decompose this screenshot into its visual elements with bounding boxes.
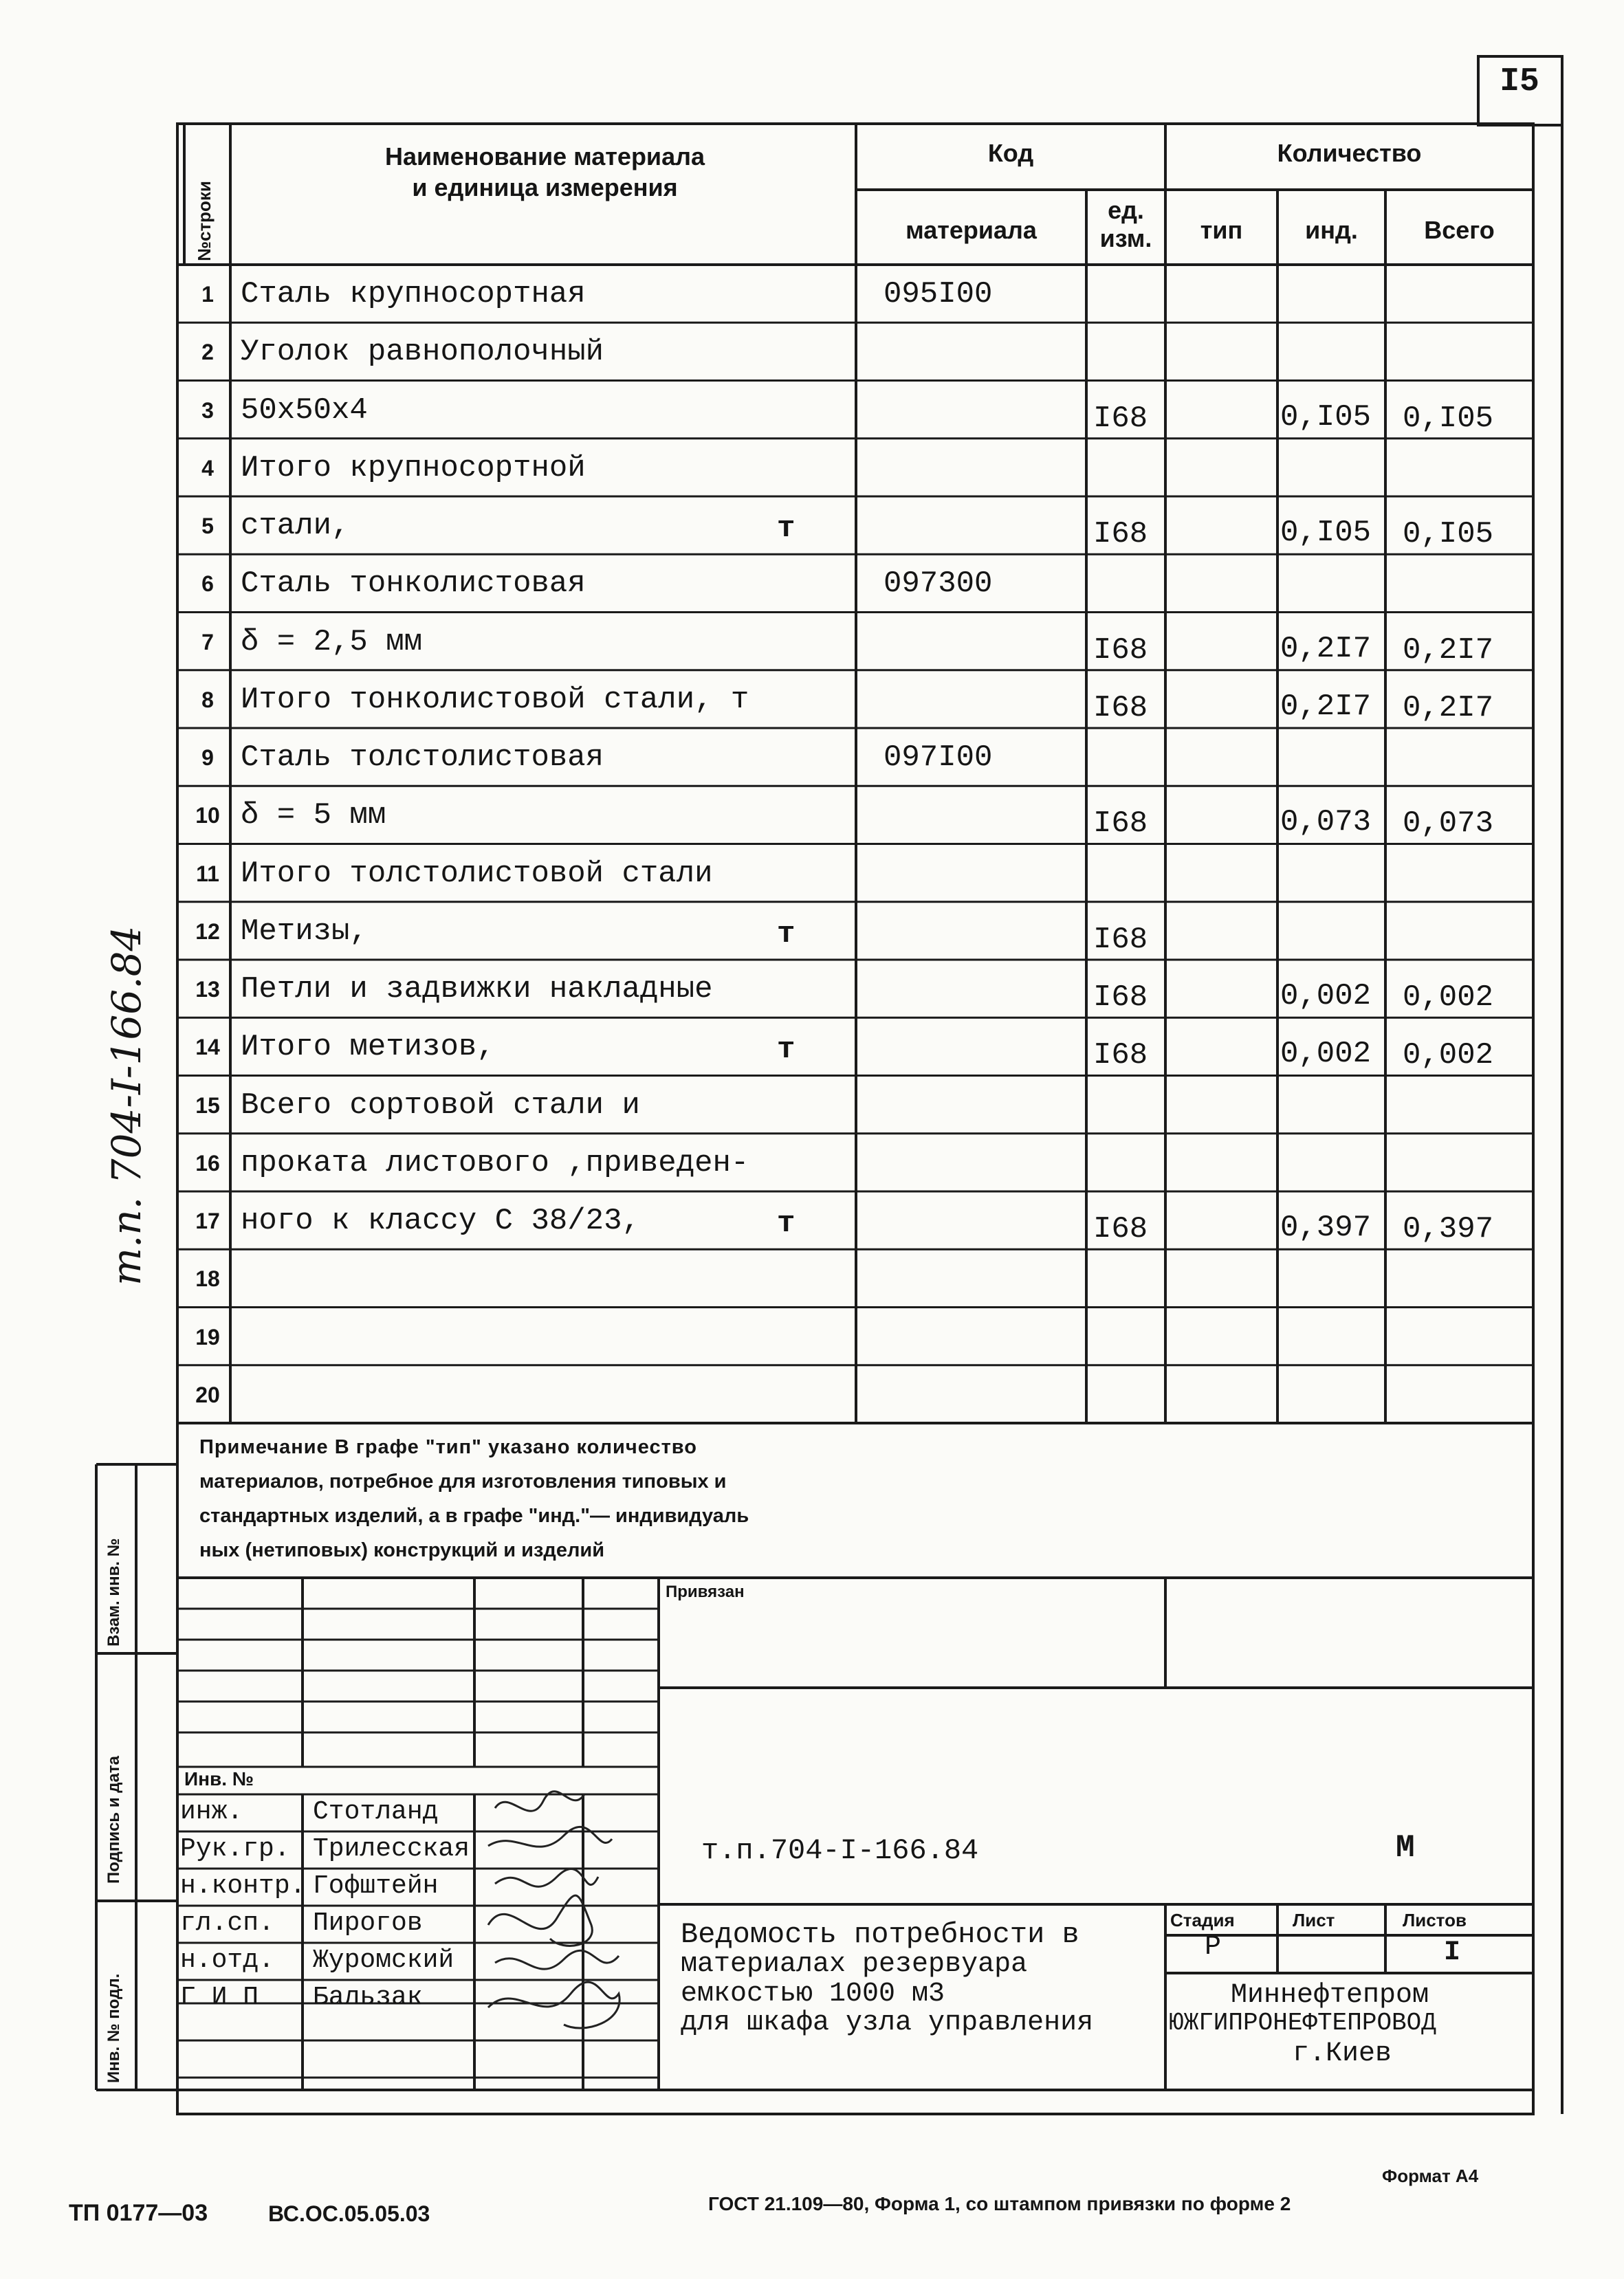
header-material: материала bbox=[906, 216, 1037, 244]
row-number: 11 bbox=[196, 861, 219, 886]
row-total: 0,I05 bbox=[1403, 401, 1494, 436]
staff-name: Пирогов bbox=[313, 1908, 423, 1938]
row-number: 20 bbox=[195, 1382, 220, 1407]
row-name: δ = 5 мм bbox=[241, 798, 386, 833]
footer-left-code: ТП 0177—03 bbox=[69, 2200, 208, 2226]
row-name: Всего сортовой стали и bbox=[241, 1088, 640, 1123]
row-unit: I68 bbox=[1093, 1038, 1148, 1073]
doc-code: т.п.704-I-166.84 bbox=[701, 1834, 979, 1867]
row-total: 0,I05 bbox=[1403, 517, 1494, 551]
row-unit: I68 bbox=[1093, 1212, 1148, 1246]
row-number: 5 bbox=[201, 514, 214, 538]
header-name: Наименование материала и единица измерения bbox=[385, 142, 705, 201]
org-name-2: ЮЖГИПРОНЕФТЕПРОВОД bbox=[1169, 2009, 1436, 2037]
stage-label: Стадия bbox=[1170, 1910, 1235, 1930]
doc-title-4: для шкафа узла управления bbox=[681, 2007, 1094, 2038]
row-name: Петли и задвижки накладные bbox=[241, 972, 713, 1006]
signature-scribbles bbox=[481, 1787, 660, 2090]
footer-mid-code: ВС.ОС.05.05.03 bbox=[268, 2201, 430, 2226]
row-number: 3 bbox=[201, 397, 214, 423]
row-name: Итого тонколистовой стали, т bbox=[241, 682, 749, 717]
doc-title-3: емкостью 1000 м3 bbox=[681, 1979, 945, 2010]
row-total: 0,073 bbox=[1403, 806, 1494, 841]
row-number: 14 bbox=[195, 1035, 220, 1060]
staff-name: Гофштейн bbox=[313, 1871, 439, 1901]
row-unit: I68 bbox=[1093, 980, 1148, 1015]
staff-role: Рук.гр. bbox=[180, 1834, 290, 1864]
row-ind: 0,073 bbox=[1280, 805, 1372, 840]
staff-role: гл.сп. bbox=[180, 1908, 274, 1938]
staff-role: н.отд. bbox=[180, 1946, 274, 1975]
row-number: 12 bbox=[195, 918, 220, 944]
staff-role: н.контр. bbox=[180, 1871, 306, 1901]
note-line-3: стандартных изделий, а в графе "инд."— индивидуаль bbox=[199, 1505, 749, 1527]
sheets-label: Листов bbox=[1403, 1910, 1467, 1930]
row-ind: 0,002 bbox=[1280, 1037, 1372, 1072]
margin-podpis: Подпись и дата bbox=[105, 1756, 123, 1884]
row-name: δ = 2,5 мм bbox=[241, 624, 423, 659]
header-type: тип bbox=[1200, 216, 1243, 244]
row-name: Итого метизов, bbox=[241, 1030, 495, 1065]
staff-name: Бальзак bbox=[313, 1983, 423, 2012]
row-name: Сталь тонколистовая bbox=[241, 566, 586, 602]
margin-vzam: Взам. инв. № bbox=[105, 1538, 123, 1647]
org-name-3: г.Киев bbox=[1293, 2038, 1392, 2069]
header-ind: инд. bbox=[1305, 216, 1358, 244]
row-name: Итого крупносортной bbox=[241, 450, 586, 485]
header-quantity: Количество bbox=[1277, 139, 1422, 167]
row-name: Сталь толстолистовая bbox=[241, 740, 604, 775]
note-line-2: материалов, потребное для изготовления типовых и bbox=[199, 1471, 727, 1493]
org-name-1: Миннефтепром bbox=[1231, 1980, 1429, 2011]
row-total: 0,2I7 bbox=[1403, 690, 1494, 725]
header-code: Код bbox=[987, 139, 1034, 167]
row-total: 0,397 bbox=[1403, 1212, 1494, 1246]
row-number: 16 bbox=[195, 1150, 220, 1176]
row-number: 15 bbox=[195, 1092, 220, 1118]
row-ind: 0,I05 bbox=[1280, 516, 1372, 550]
row-unit: I68 bbox=[1093, 517, 1148, 551]
note-line-1: Примечание В графе "тип" указано количество bbox=[199, 1436, 697, 1458]
staff-name: Журомский bbox=[313, 1946, 454, 1975]
row-number: 18 bbox=[195, 1266, 220, 1292]
row-name: проката листового ,приведен- bbox=[241, 1145, 749, 1180]
row-total: 0,002 bbox=[1403, 980, 1494, 1015]
sheet-label: Лист bbox=[1293, 1910, 1335, 1930]
row-number: 19 bbox=[195, 1324, 220, 1350]
row-unit: I68 bbox=[1093, 922, 1148, 957]
row-number: 13 bbox=[195, 977, 220, 1002]
header-unit: ед. изм. bbox=[1099, 196, 1152, 253]
staff-role: инж. bbox=[180, 1797, 243, 1827]
row-name: Сталь крупносортная bbox=[241, 277, 586, 311]
staff-role: Г И П bbox=[180, 1983, 259, 2012]
row-unit: I68 bbox=[1093, 401, 1148, 436]
header-total: Всего bbox=[1424, 216, 1495, 244]
row-ind: 0,397 bbox=[1280, 1211, 1372, 1245]
row-unit-mark: т bbox=[777, 511, 795, 546]
row-name: Уголок равнополочный bbox=[241, 335, 604, 370]
side-annotation: т.п. 704-I-166.84 bbox=[103, 925, 150, 1286]
note-line-4: ных (нетиповых) конструкций и изделий bbox=[199, 1539, 605, 1561]
row-number: 6 bbox=[201, 571, 214, 597]
page-number: I5 bbox=[1500, 63, 1539, 100]
row-ind: 0,2I7 bbox=[1280, 631, 1372, 666]
sheets-value: I bbox=[1444, 1937, 1461, 1968]
row-code: 097I00 bbox=[884, 740, 993, 775]
row-number: 2 bbox=[201, 340, 214, 365]
row-number: 8 bbox=[201, 687, 214, 712]
footer-gost: ГОСТ 21.109—80, Форма 1, со штампом привязки по форме 2 bbox=[708, 2193, 1291, 2214]
row-name: Метизы, bbox=[241, 914, 368, 949]
row-unit: I68 bbox=[1093, 690, 1148, 725]
row-name: Итого толстолистовой стали bbox=[241, 856, 713, 891]
margin-inv-podl: Инв. № подл. bbox=[105, 1973, 123, 2083]
row-ind: 0,I05 bbox=[1280, 399, 1372, 434]
row-unit: I68 bbox=[1093, 806, 1148, 841]
privyazan-label: Привязан bbox=[666, 1583, 745, 1601]
row-unit-mark: т bbox=[777, 1033, 795, 1068]
staff-name: Стотланд bbox=[313, 1797, 439, 1827]
row-number: 17 bbox=[195, 1209, 220, 1233]
row-number: 1 bbox=[201, 282, 214, 307]
row-unit-mark: т bbox=[777, 1207, 795, 1241]
row-total: 0,2I7 bbox=[1403, 632, 1494, 668]
staff-name: Трилесская bbox=[313, 1834, 470, 1864]
row-ind: 0,2I7 bbox=[1280, 689, 1372, 724]
doc-title-1: Ведомость потребности в bbox=[681, 1918, 1079, 1951]
row-number: 4 bbox=[201, 455, 214, 481]
row-name: ного к классу С 38/23, bbox=[241, 1204, 640, 1238]
footer-format: Формат А4 bbox=[1382, 2166, 1479, 2186]
row-number: 7 bbox=[201, 629, 214, 654]
header-line-no: №строки bbox=[194, 181, 215, 261]
row-name: 50x50x4 bbox=[241, 393, 368, 428]
row-code: 097300 bbox=[884, 566, 993, 602]
stage-value: Р bbox=[1205, 1932, 1222, 1963]
doc-title-2: материалах резервуара bbox=[681, 1949, 1028, 1980]
inv-no-label: Инв. № bbox=[184, 1768, 254, 1790]
row-code: 095I00 bbox=[884, 277, 993, 311]
row-unit-mark: т bbox=[777, 916, 795, 951]
row-ind: 0,002 bbox=[1280, 979, 1372, 1013]
doc-mark: М bbox=[1396, 1830, 1415, 1866]
row-number: 9 bbox=[201, 745, 214, 770]
row-unit: I68 bbox=[1093, 632, 1148, 668]
row-total: 0,002 bbox=[1403, 1038, 1494, 1073]
row-name: стали, bbox=[241, 509, 350, 543]
row-number: 10 bbox=[195, 803, 220, 828]
